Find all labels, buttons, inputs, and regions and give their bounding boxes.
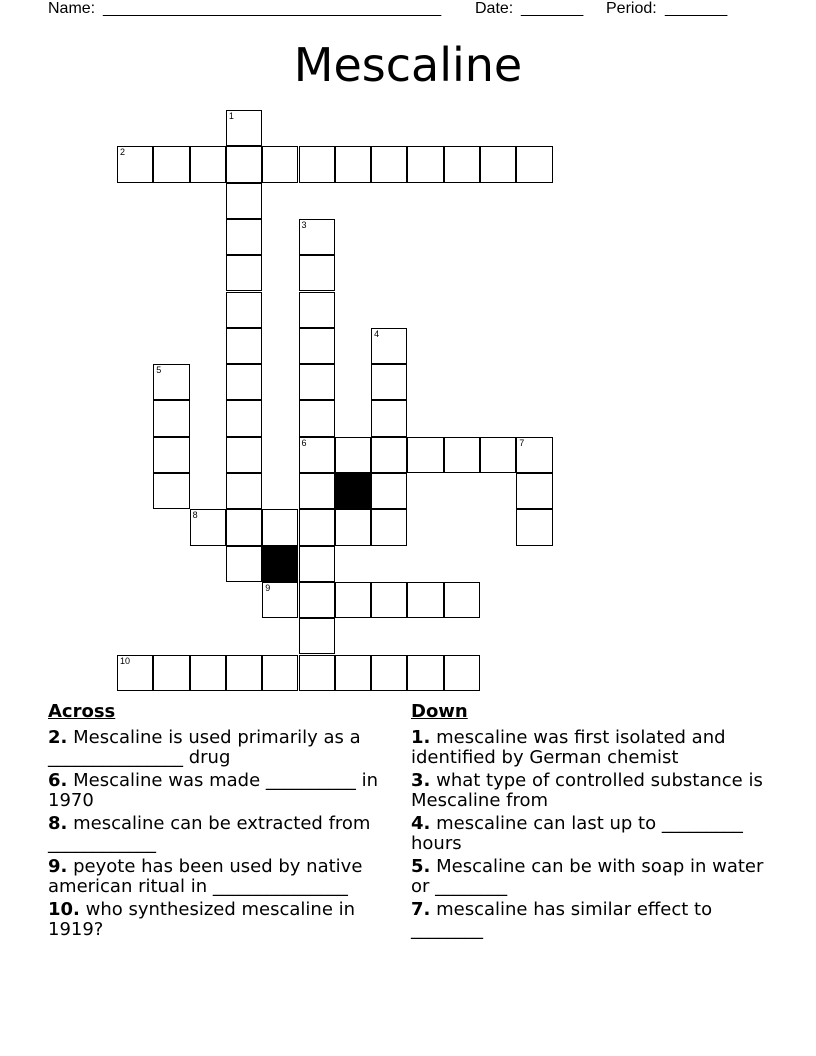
- grid-cell[interactable]: [153, 437, 189, 473]
- clue-text: Mescaline can be with soap in water or ________: [411, 855, 764, 897]
- clue-number: 4: [374, 328, 380, 339]
- clue-number: 3: [301, 219, 307, 230]
- grid-cell[interactable]: [299, 328, 335, 364]
- clue-number: 2.: [48, 726, 68, 748]
- grid-cell[interactable]: [371, 437, 407, 473]
- grid-cell[interactable]: [407, 146, 443, 182]
- grid-cell[interactable]: [299, 400, 335, 436]
- name-label: Name:: [48, 0, 96, 17]
- grid-cell[interactable]: [226, 655, 262, 691]
- grid-cell[interactable]: [226, 473, 262, 509]
- down-clue: [411, 771, 771, 812]
- across-clues: [48, 702, 398, 943]
- grid-cell[interactable]: [153, 146, 189, 182]
- clue-text: Mescaline is used primarily as a _______________ drug: [48, 726, 361, 768]
- grid-cell[interactable]: [153, 473, 189, 509]
- grid-cell[interactable]: [226, 328, 262, 364]
- blocked-cell: [262, 546, 298, 582]
- down-heading: Down: [411, 701, 468, 722]
- across-clue: [48, 900, 398, 941]
- period-blank[interactable]: _______: [665, 0, 728, 17]
- clue-number: 8: [192, 510, 198, 521]
- down-clues: [411, 702, 771, 943]
- grid-cell[interactable]: [407, 582, 443, 618]
- clue-number: 6.: [48, 769, 68, 791]
- grid-cell[interactable]: [226, 219, 262, 255]
- grid-cell[interactable]: [226, 110, 262, 146]
- clue-number: 10: [120, 655, 131, 666]
- grid-cell[interactable]: [335, 437, 371, 473]
- grid-cell[interactable]: [516, 473, 552, 509]
- grid-cell[interactable]: [335, 655, 371, 691]
- grid-cell[interactable]: [226, 146, 262, 182]
- down-clue: [411, 728, 771, 769]
- grid-cell[interactable]: [335, 509, 371, 545]
- grid-cell[interactable]: [516, 146, 552, 182]
- grid-cell[interactable]: [226, 400, 262, 436]
- grid-cell[interactable]: [262, 655, 298, 691]
- grid-cell[interactable]: [299, 473, 335, 509]
- clue-text: mescaline can last up to _________ hours: [411, 812, 743, 854]
- grid-cell[interactable]: [444, 146, 480, 182]
- clue-number: 10.: [48, 898, 80, 920]
- grid-cell[interactable]: [371, 509, 407, 545]
- grid-cell[interactable]: [299, 546, 335, 582]
- grid-cell[interactable]: [335, 582, 371, 618]
- grid-cell[interactable]: [226, 437, 262, 473]
- grid-cell[interactable]: [371, 473, 407, 509]
- grid-cell[interactable]: [407, 437, 443, 473]
- clue-number: 7: [519, 437, 525, 448]
- grid-cell[interactable]: [226, 364, 262, 400]
- grid-cell[interactable]: [335, 146, 371, 182]
- clue-text: mescaline has similar effect to ________: [411, 898, 713, 940]
- grid-cell[interactable]: [407, 655, 443, 691]
- down-clue: [411, 857, 771, 898]
- across-clue: [48, 857, 398, 898]
- grid-cell[interactable]: [153, 400, 189, 436]
- grid-cell[interactable]: [516, 509, 552, 545]
- grid-cell[interactable]: [371, 328, 407, 364]
- clue-number: 4.: [411, 812, 431, 834]
- grid-cell[interactable]: [299, 292, 335, 328]
- clue-number: 1: [228, 111, 234, 121]
- grid-cell[interactable]: [153, 364, 189, 400]
- clue-text: mescaline can be extracted from ____________: [48, 812, 371, 854]
- grid-cell[interactable]: [371, 364, 407, 400]
- grid-cell[interactable]: [299, 437, 335, 473]
- grid-cell[interactable]: [444, 582, 480, 618]
- clue-text: Mescaline was made __________ in 1970: [48, 769, 378, 811]
- grid-cell[interactable]: [226, 546, 262, 582]
- clue-number: 1.: [411, 726, 431, 748]
- grid-cell[interactable]: [226, 509, 262, 545]
- grid-cell[interactable]: [299, 364, 335, 400]
- clue-number: 3.: [411, 769, 431, 791]
- grid-cell[interactable]: [371, 655, 407, 691]
- grid-cell[interactable]: [516, 437, 552, 473]
- grid-cell[interactable]: [299, 655, 335, 691]
- grid-cell[interactable]: [117, 146, 153, 182]
- grid-cell[interactable]: [480, 437, 516, 473]
- grid-cell[interactable]: [299, 582, 335, 618]
- grid-cell[interactable]: [444, 437, 480, 473]
- grid-cell[interactable]: [262, 146, 298, 182]
- clue-number: 9: [265, 582, 271, 593]
- clue-number: 8.: [48, 812, 68, 834]
- grid-cell[interactable]: [190, 509, 226, 545]
- grid-cell[interactable]: [299, 618, 335, 654]
- grid-cell[interactable]: [153, 655, 189, 691]
- period-label: Period:: [606, 0, 657, 17]
- clue-number: 9.: [48, 855, 68, 877]
- grid-cell[interactable]: [371, 146, 407, 182]
- grid-cell[interactable]: [262, 582, 298, 618]
- grid-cell[interactable]: [480, 146, 516, 182]
- grid-cell[interactable]: [299, 146, 335, 182]
- puzzle-title: Mescaline: [293, 38, 523, 92]
- grid-cell[interactable]: [299, 219, 335, 255]
- date-label: Date:: [475, 0, 514, 17]
- down-clue-list: [411, 728, 771, 941]
- clue-number: 7.: [411, 898, 431, 920]
- grid-cell[interactable]: [226, 255, 262, 291]
- grid-cell[interactable]: [371, 582, 407, 618]
- grid-cell[interactable]: [226, 292, 262, 328]
- down-clue: [411, 814, 771, 855]
- grid-cell[interactable]: [226, 183, 262, 219]
- clue-number: 5.: [411, 855, 431, 877]
- clue-text: mescaline was first isolated and identified by German chemist: [411, 726, 726, 768]
- clue-text: peyote has been used by native american ritual in _______________: [48, 855, 363, 897]
- clue-number: 2: [120, 147, 126, 158]
- clue-text: what type of controlled substance is Mescaline from: [411, 769, 763, 811]
- grid-cell[interactable]: [117, 655, 153, 691]
- grid-cell[interactable]: [190, 146, 226, 182]
- down-clue: [411, 900, 771, 941]
- across-clue: [48, 814, 398, 855]
- across-clue: [48, 771, 398, 812]
- clue-number: 5: [156, 365, 162, 376]
- across-clue: [48, 728, 398, 769]
- clue-text: who synthesized mescaline in 1919?: [48, 898, 356, 940]
- grid-cell[interactable]: [299, 255, 335, 291]
- blocked-cell: [335, 473, 371, 509]
- grid-cell[interactable]: [371, 400, 407, 436]
- date-blank[interactable]: _______: [521, 0, 584, 17]
- across-heading: Across: [48, 701, 116, 722]
- grid-cell[interactable]: [444, 655, 480, 691]
- name-blank[interactable]: ______________________________________: [103, 0, 442, 17]
- grid-cell[interactable]: [262, 509, 298, 545]
- grid-cell[interactable]: [190, 655, 226, 691]
- across-clue-list: [48, 728, 398, 941]
- clue-number: 6: [301, 437, 307, 448]
- grid-cell[interactable]: [299, 509, 335, 545]
